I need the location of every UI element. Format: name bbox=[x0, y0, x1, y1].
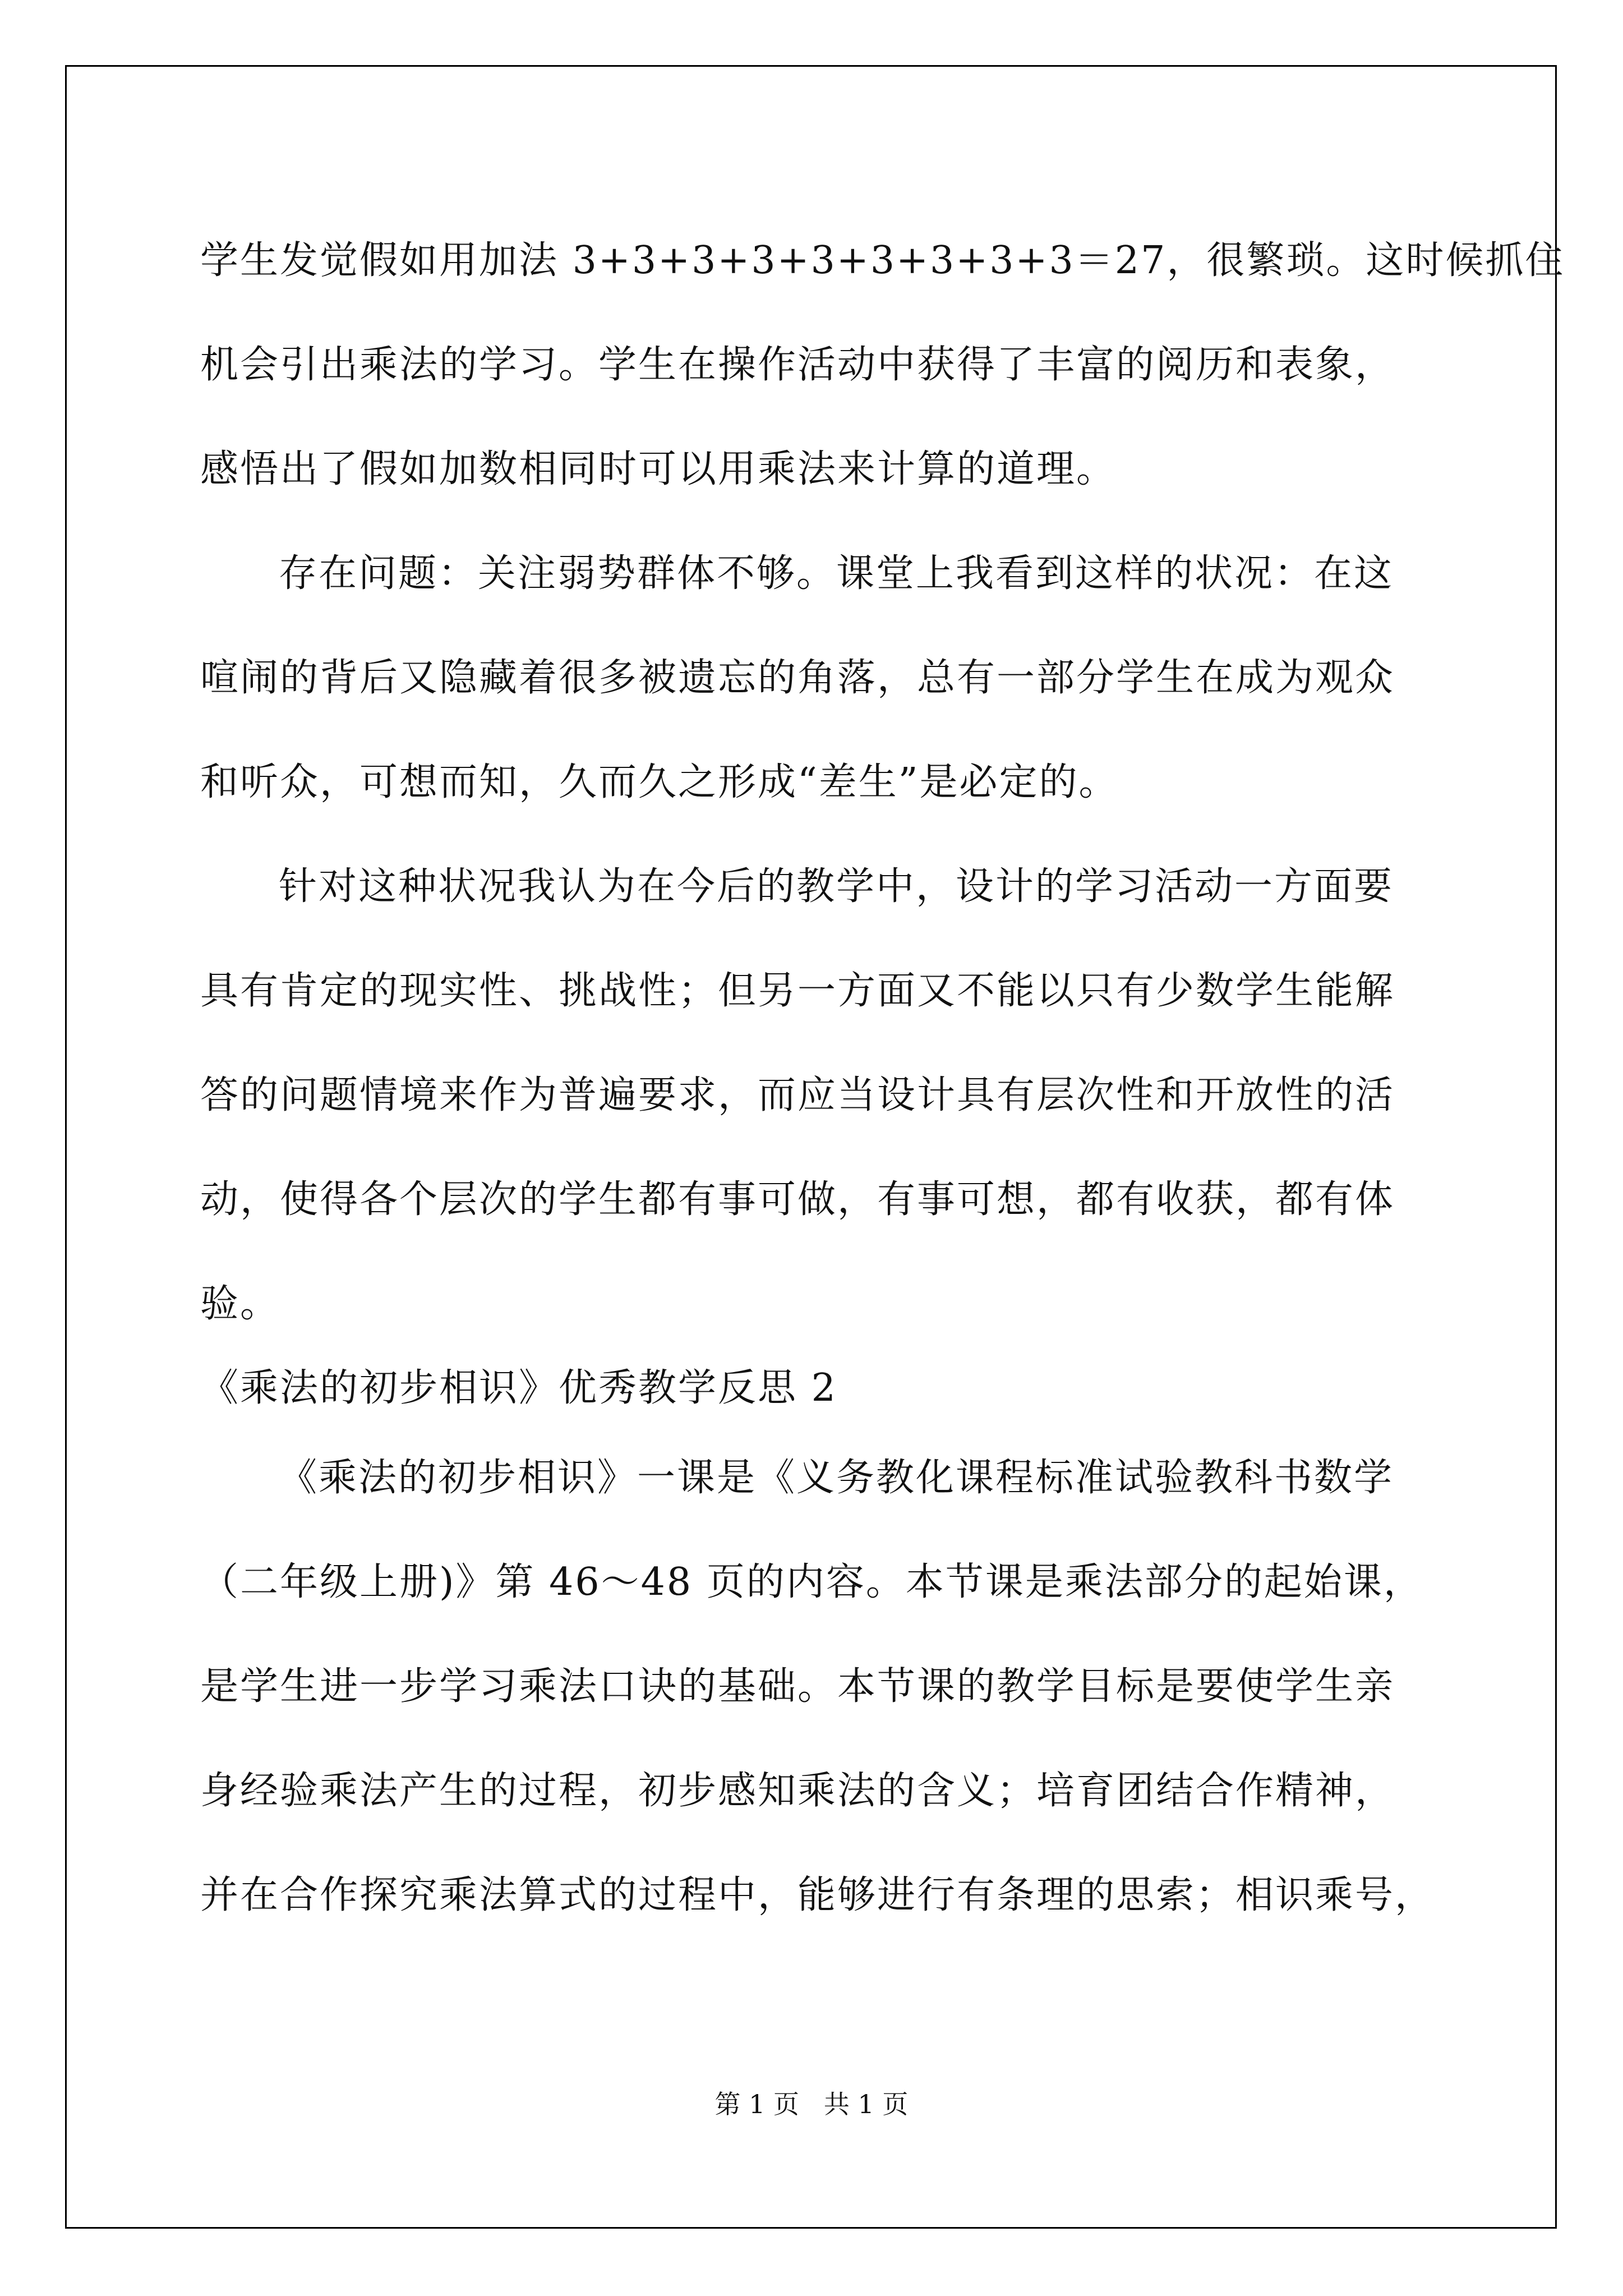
text-line: 针对这种状况我认为在今后的教学中，设计的学习活动一方面要 bbox=[279, 864, 1394, 909]
page-footer: 第 1 页 共 1 页 bbox=[714, 2089, 909, 2119]
text-line: 喧闹的背后又隐藏着很多被遗忘的角落，总有一部分学生在成为观众 bbox=[200, 656, 1395, 700]
document-body bbox=[200, 209, 1565, 1948]
text-line: 验。 bbox=[200, 1282, 280, 1326]
text-line: 感悟出了假如加数相同时可以用乘法来计算的道理。 bbox=[200, 447, 1117, 491]
text-line: 并在合作探究乘法算式的过程中，能够进行有条理的思索；相识乘号， bbox=[200, 1873, 1435, 1917]
text-line: 存在问题：关注弱势群体不够。课堂上我看到这样的状况：在这 bbox=[279, 551, 1394, 596]
text-line: 答的问题情境来作为普遍要求，而应当设计具有层次性和开放性的活 bbox=[200, 1073, 1395, 1117]
text-line: 身经验乘法产生的过程，初步感知乘法的含义；培育团结合作精神， bbox=[200, 1769, 1395, 1813]
text-line: （二年级上册)》第 46～48 页的内容。本节课是乘法部分的起始课， bbox=[200, 1560, 1423, 1604]
text-line: 和听众，可想而知，久而久之形成“差生”是必定的。 bbox=[200, 760, 1119, 804]
text-line: 机会引出乘法的学习。学生在操作活动中获得了丰富的阅历和表象， bbox=[200, 343, 1395, 387]
text-line: 具有肯定的现实性、挑战性；但另一方面又不能以只有少数学生能解 bbox=[200, 969, 1395, 1013]
text-line: 《乘法的初步相识》一课是《义务教化课程标准试验教科书数学 bbox=[279, 1456, 1394, 1500]
text-line: 学生发觉假如用加法 3+3+3+3+3+3+3+3+3＝27，很繁琐。这时候抓住 bbox=[200, 238, 1565, 283]
text-line: 是学生进一步学习乘法口诀的基础。本节课的教学目标是要使学生亲 bbox=[200, 1664, 1395, 1709]
text-line: 动，使得各个层次的学生都有事可做，有事可想，都有收获，都有体 bbox=[200, 1177, 1395, 1222]
section-heading: 《乘法的初步相识》优秀教学反思 2 bbox=[200, 1366, 837, 1410]
